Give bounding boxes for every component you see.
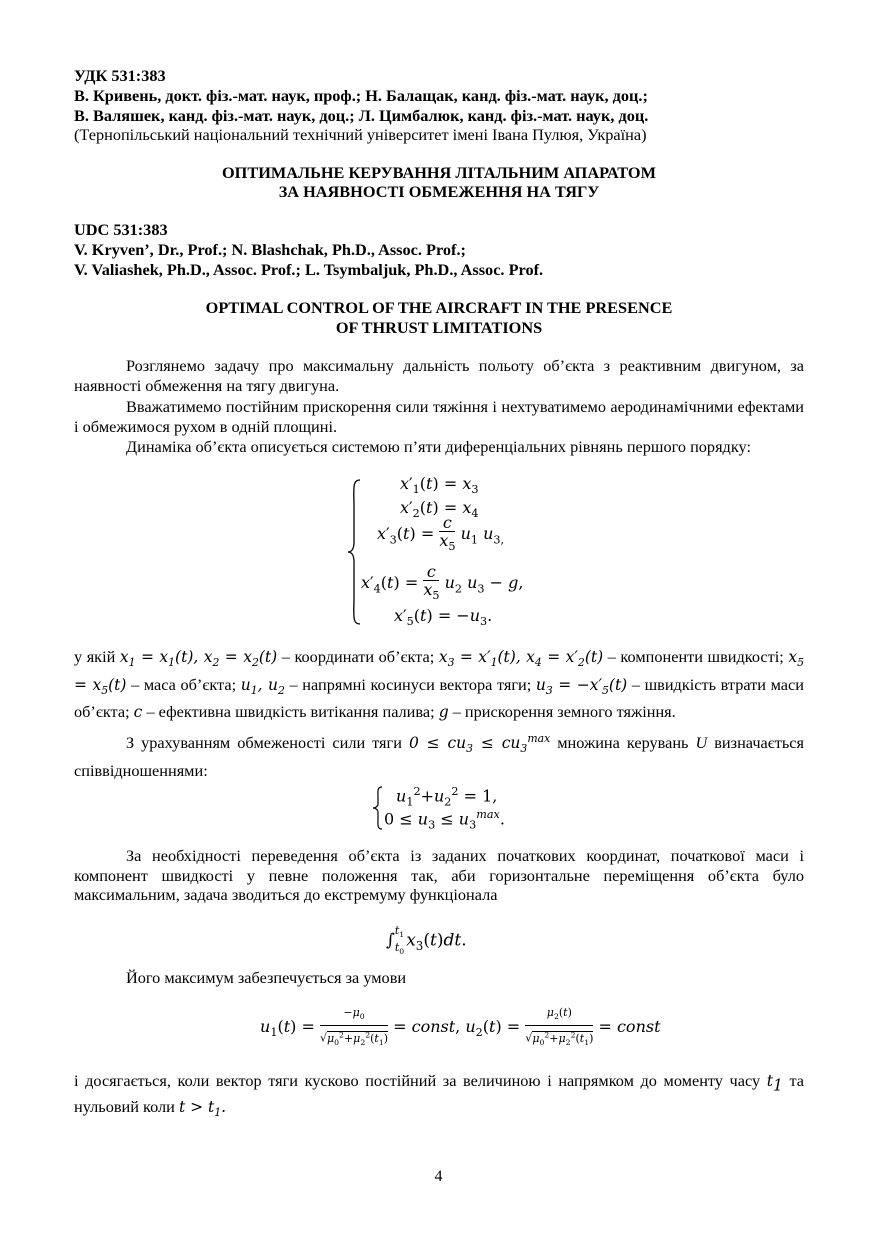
constraint-2: $0 \le u_3 \le u_3^{max}$. bbox=[384, 808, 505, 832]
equation-3: $x'_3(t)$ = $\frac{c}{x_5}$ $u_1$ $u_{3,}$ bbox=[377, 513, 505, 554]
paragraph-1: Розглянемо задачу про максимальну дальність польоту об’єкта з реактивним двигуном, за наявності обмеження на тягу двигуна. bbox=[74, 356, 804, 395]
affiliation-ua: (Тернопільський національний технічний університет імені Івана Пулюя, Україна) bbox=[74, 125, 647, 144]
paragraph-3: Динаміка об’єкта описується системою п’яти диференціальних рівнянь першого порядку: bbox=[126, 437, 751, 456]
authors-ua-line2: В. Валяшек, канд. фіз.-мат. наук, доц.; Л. Цимбалюк, канд. фіз.-мат. наук, доц. bbox=[74, 106, 649, 125]
title-ua-line1: ОПТИМАЛЬНЕ КЕРУВАННЯ ЛІТАЛЬНИМ АПАРАТОМ bbox=[222, 163, 656, 182]
paragraph-6: За необхідності переведення об’єкта із заданих початкових координат, початкової маси і компонент швидкості у певне положення так, аби горизонтальне переміщення об’єкта було максимальним, задача зводиться до екстремуму функціонала bbox=[74, 846, 804, 904]
equation-4: $x'_4(t)$ = $\frac{c}{x_5}$ $u_2$ $u_3 - g$, bbox=[361, 562, 524, 603]
equation-1: $x'_1(t) = x_3$ bbox=[400, 474, 479, 497]
title-en-line2: OF THRUST LIMITATIONS bbox=[335, 318, 543, 337]
left-brace-icon bbox=[346, 478, 362, 626]
left-brace-small-icon bbox=[372, 786, 384, 830]
title-ua-line2: ЗА НАЯВНОСТІ ОБМЕЖЕННЯ НА ТЯГУ bbox=[278, 182, 600, 201]
functional-integral: $\int t_1$ $t_0x_3(t)dt$. bbox=[386, 924, 467, 957]
paragraph-7: Його максимум забезпечується за умови bbox=[126, 968, 407, 987]
equation-2: $x'_2(t) = x_4$ bbox=[400, 498, 479, 521]
paragraph-2: Вважатимемо постійним прискорення сили тяжіння і нехтуватимемо аеродинамічними ефектами і обмежимося рухом в одній площині. bbox=[74, 397, 804, 436]
title-en-line1: OPTIMAL CONTROL OF THE AIRCRAFT IN THE PRESENCE bbox=[205, 298, 673, 317]
paragraph-variables: у якій $x_1 = x_1(t)$, $x_2 = x_2(t)$ – координати об’єкта; $x_3 = x'_1(t)$, $x_4 = x'_2(t)$ – компоненти швидкості; $x_5 = x_5(t)$ – маса об’єкта; $u_1$, $u_2$ – напрямні косинуси вектора тяги; $u_3 = -x'_5(t)$ – швидкість втрати маси об’єкта; c – ефективна швидкість витікання палива; g – прискорення земного тяжіння. bbox=[74, 647, 804, 722]
constraint-1: $u_1^2+u_2^2 = 1$, bbox=[396, 785, 498, 809]
paragraph-8: і досягається, коли вектор тяги кусково постійний за величиною і напрямком до моменту часу $t_1$ та нульовий коли $t > t_1$. bbox=[74, 1071, 804, 1120]
optimal-control-formula: $u_1(t)$ = $\frac{-\mu_0}{√\mu_0^2+\mu_2^2(t_1)}$ = const, $u_2(t)$ = $\frac{\mu_2(t)}{√\mu_0^2+\mu_2^2(t_1)}$ = const bbox=[260, 1006, 661, 1048]
authors-en-line1: V. Kryven’, Dr., Prof.; N. Blashchak, Ph.D., Assoc. Prof.; bbox=[74, 240, 466, 259]
equation-5: $x'_5(t) = -u_3$. bbox=[394, 606, 493, 629]
authors-en-line2: V. Valiashek, Ph.D., Assoc. Prof.; L. Tsymbaljuk, Ph.D., Assoc. Prof. bbox=[74, 260, 544, 279]
page-number: 4 bbox=[434, 1168, 443, 1185]
udc-en: UDC 531:383 bbox=[74, 220, 168, 239]
paragraph-control-set: З урахуванням обмеженості сили тяги $0 \le cu_3 \le cu_3^{max}$ множина керувань U визначається співвідношеннями: bbox=[74, 732, 805, 780]
udc-ua: УДК 531:383 bbox=[74, 66, 166, 85]
authors-ua-line1: В. Кривень, докт. фіз.-мат. наук, проф.; Н. Балащак, канд. фіз.-мат. наук, доц.; bbox=[74, 86, 648, 105]
